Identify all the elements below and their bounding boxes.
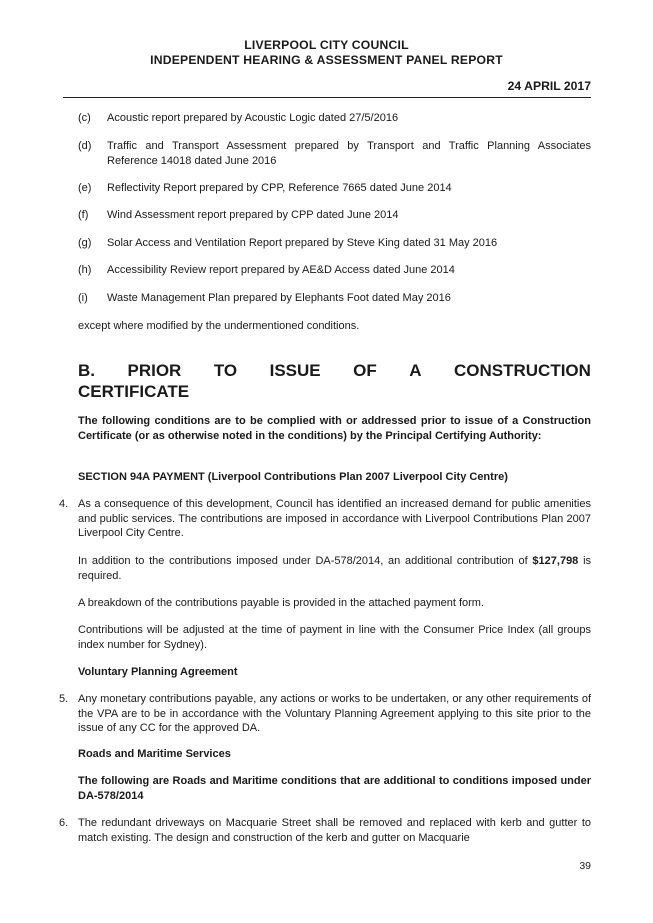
para-2-suffix: is required.	[78, 555, 592, 582]
section-b-intro: The following conditions are to be complied with or addressed prior to issue of a Construction Certificate (or as otherwise noted in the conditions) by the Principal Certifying Authority:	[78, 415, 591, 442]
condition-6-text: The redundant driveways on Macquarie Street shall be removed and replaced with kerb and gutter to match existing. The design and construction of the kerb and gutter on Macquarie	[78, 817, 591, 844]
item-text: Waste Management Plan prepared by Elephants Foot dated May 2016	[107, 292, 451, 304]
report-title: INDEPENDENT HEARING & ASSESSMENT PANEL REPORT	[150, 53, 503, 67]
item-label: (d)	[78, 140, 92, 152]
rms-intro: The following are Roads and Maritime conditions that are additional to conditions imposed under DA-578/2014	[78, 775, 591, 802]
vpa-heading: Voluntary Planning Agreement	[78, 666, 238, 678]
title-line-2: CERTIFICATE	[78, 382, 190, 401]
section-94a-heading: SECTION 94A PAYMENT (Liverpool Contributions Plan 2007 Liverpool City Centre)	[78, 471, 508, 483]
except-clause: except where modified by the undermentioned conditions.	[78, 320, 360, 332]
item-label: (f)	[78, 209, 89, 221]
title-word: TO	[213, 361, 238, 380]
council-name: LIVERPOOL CITY COUNCIL	[244, 38, 409, 52]
title-word: OF	[353, 361, 377, 380]
item-label: (i)	[78, 292, 88, 304]
condition-4-para-1: As a consequence of this development, Council has identified an increased demand for public amenities and public services. The contributions are imposed in accordance with Liverpool Contributions Plan 2007 Liverpool City Centre.	[78, 498, 591, 539]
section-b-title	[78, 360, 591, 402]
report-date: 24 APRIL 2017	[507, 79, 591, 93]
condition-5-text: Any monetary contributions payable, any actions or works to be undertaken, or any other requirements of the VPA are to be in accordance with the Voluntary Planning Agreement applying to this site prior to the issue of any CC for the approved DA.	[78, 693, 591, 734]
item-label: (g)	[78, 237, 92, 249]
item-text: Solar Access and Ventilation Report prepared by Steve King dated 31 May 2016	[107, 237, 498, 249]
header-rule	[63, 97, 591, 98]
condition-4-para-3: A breakdown of the contributions payable is provided in the attached payment form.	[78, 597, 485, 609]
item-label: (c)	[78, 112, 91, 124]
title-word: B.	[78, 361, 95, 380]
rms-heading: Roads and Maritime Services	[78, 748, 231, 760]
condition-4-number: 4.	[59, 498, 69, 510]
title-word: ISSUE	[269, 361, 321, 380]
condition-4-para-2	[78, 554, 591, 583]
item-text: Acoustic report prepared by Acoustic Logic dated 27/5/2016	[107, 112, 399, 124]
para-2-prefix: In addition to the contributions imposed under DA-578/2014, an additional contribution of	[78, 555, 528, 567]
item-label: (e)	[78, 182, 92, 194]
item-label: (h)	[78, 264, 92, 276]
title-word: A	[409, 361, 422, 380]
condition-4-para-4: Contributions will be adjusted at the time of payment in line with the Consumer Price Index (all groups index number for Sydney).	[78, 624, 591, 651]
condition-6-number: 6.	[59, 817, 69, 829]
item-text: Traffic and Transport Assessment prepared by Transport and Traffic Planning Associates Reference 14018 dated June 2016	[107, 140, 591, 167]
page-number: 39	[579, 860, 591, 872]
item-text: Reflectivity Report prepared by CPP, Reference 7665 dated June 2014	[107, 182, 452, 194]
contribution-amount: $127,798	[532, 555, 579, 567]
condition-5-number: 5.	[59, 693, 69, 705]
item-text: Accessibility Review report prepared by AE&D Access dated June 2014	[107, 264, 455, 276]
title-word: CONSTRUCTION	[453, 361, 591, 380]
title-word: PRIOR	[127, 361, 182, 380]
item-text: Wind Assessment report prepared by CPP dated June 2014	[107, 209, 399, 221]
